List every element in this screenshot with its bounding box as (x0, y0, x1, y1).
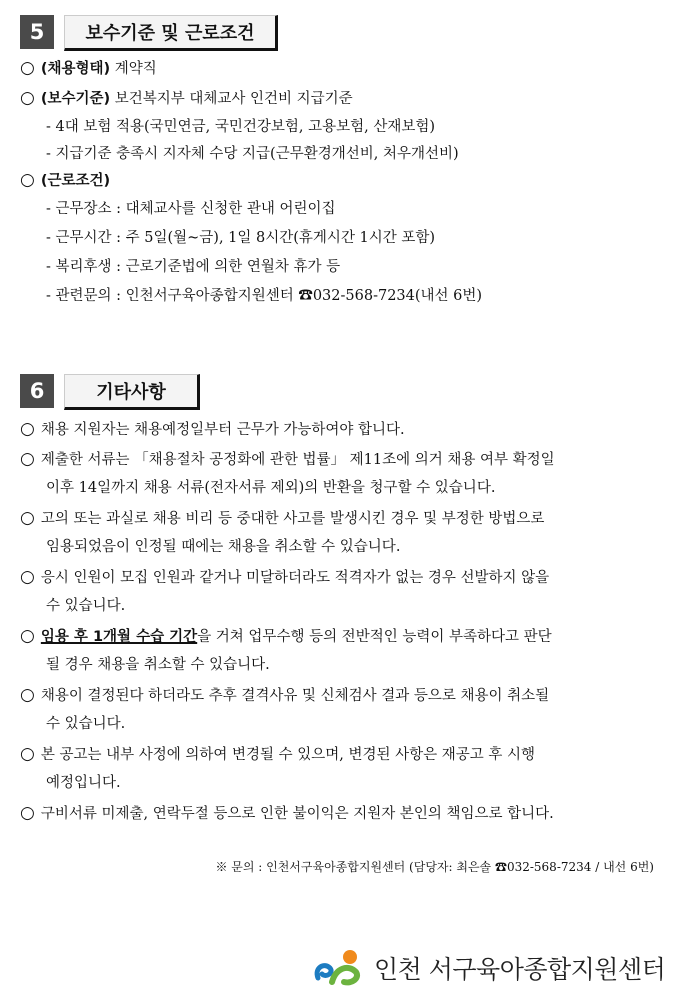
notice-item-4: ○ 응시 인원이 모집 인원과 같거나 미달하더라도 적격자가 없는 경우 선발하지 않을 (20, 567, 550, 587)
notice-item-3-cont: 임용되었음이 인정될 때에는 채용을 취소할 수 있습니다. (46, 539, 401, 555)
section-6-header (20, 374, 200, 410)
pay-item: - 지급기준 충족시 지자체 수당 지급(근무환경개선비, 처우개선비) (46, 146, 459, 162)
notice-item-1: ○ 채용 지원자는 채용예정일부터 근무가 가능하여야 합니다. (20, 419, 405, 439)
bullet-circle: ○ (20, 58, 35, 78)
notice-item-2: ○ 제출한 서류는 「채용절차 공정화에 관한 법률」 제11조에 의거 채용 여부 확정일 (20, 449, 555, 469)
notice-item-7-cont: 예정입니다. (46, 775, 121, 791)
section-number: 5 (20, 15, 54, 49)
center-logo (312, 948, 665, 988)
employment-type-line: ○ (채용형태) 계약직 (20, 58, 157, 78)
bullet-circle: ○ (20, 803, 35, 823)
section-5-header (20, 15, 278, 51)
section-number: 6 (20, 374, 54, 408)
bullet-circle: ○ (20, 170, 35, 190)
bullet-circle: ○ (20, 88, 35, 108)
notice-item-3: ○ 고의 또는 과실로 채용 비리 등 중대한 사고를 발생시킨 경우 및 부정한 방법으로 (20, 508, 545, 528)
section-title: 보수기준 및 근로조건 (64, 15, 278, 51)
notice-item-6: ○ 채용이 결정된다 하더라도 추후 결격사유 및 신체검사 결과 등으로 채용이 취소될 (20, 685, 550, 705)
notice-item-8: ○ 구비서류 미제출, 연락두절 등으로 인한 불이익은 지원자 본인의 책임으로 합니다. (20, 803, 554, 823)
probation-emphasis: 임용 후 1개월 수습 기간 (40, 629, 198, 645)
notice-item-2-cont: 이후 14일까지 채용 서류(전자서류 제외)의 반환을 청구할 수 있습니다. (46, 480, 496, 496)
notice-item-6-cont: 수 있습니다. (46, 716, 126, 732)
conditions-item: - 근무시간 : 주 5일(월~금), 1일 8시간(휴게시간 1시간 포함) (46, 230, 436, 246)
notice-item-4-cont: 수 있습니다. (46, 598, 126, 614)
bullet-circle: ○ (20, 449, 35, 469)
conditions-item: - 관련문의 : 인천서구육아종합지원센터 ☎032-568-7234(내선 6번) (46, 288, 483, 304)
conditions-item: - 근무장소 : 대체교사를 신청한 관내 어린이집 (46, 201, 336, 217)
contact-footnote: ※ 문의 : 인천서구육아종합지원센터 (담당자: 최은솔 ☎032-568-7234 / 내선 6번) (215, 860, 654, 874)
pay-standard-line: ○ (보수기준) 보건복지부 대체교사 인건비 지급기준 (20, 88, 353, 108)
center-logo-icon (312, 948, 368, 988)
bullet-circle: ○ (20, 626, 35, 646)
conditions-item: - 복리후생 : 근로기준법에 의한 연월차 휴가 등 (46, 259, 341, 275)
notice-item-5: ○ 임용 후 1개월 수습 기간을 거쳐 업무수행 등의 전반적인 능력이 부족하다고 판단 (20, 626, 552, 646)
center-logo-text: 인천 서구육아종합지원센터 (374, 955, 666, 984)
bullet-circle: ○ (20, 419, 35, 439)
bullet-circle: ○ (20, 508, 35, 528)
section-title: 기타사항 (64, 374, 200, 410)
notice-item-5-cont: 될 경우 채용을 취소할 수 있습니다. (46, 657, 270, 673)
notice-item-7: ○ 본 공고는 내부 사정에 의하여 변경될 수 있으며, 변경된 사항은 재공고 후 시행 (20, 744, 535, 764)
bullet-circle: ○ (20, 567, 35, 587)
pay-item: - 4대 보험 적용(국민연금, 국민건강보험, 고용보험, 산재보험) (46, 119, 436, 135)
bullet-circle: ○ (20, 685, 35, 705)
conditions-line: ○ (근로조건) (20, 170, 111, 190)
bullet-circle: ○ (20, 744, 35, 764)
